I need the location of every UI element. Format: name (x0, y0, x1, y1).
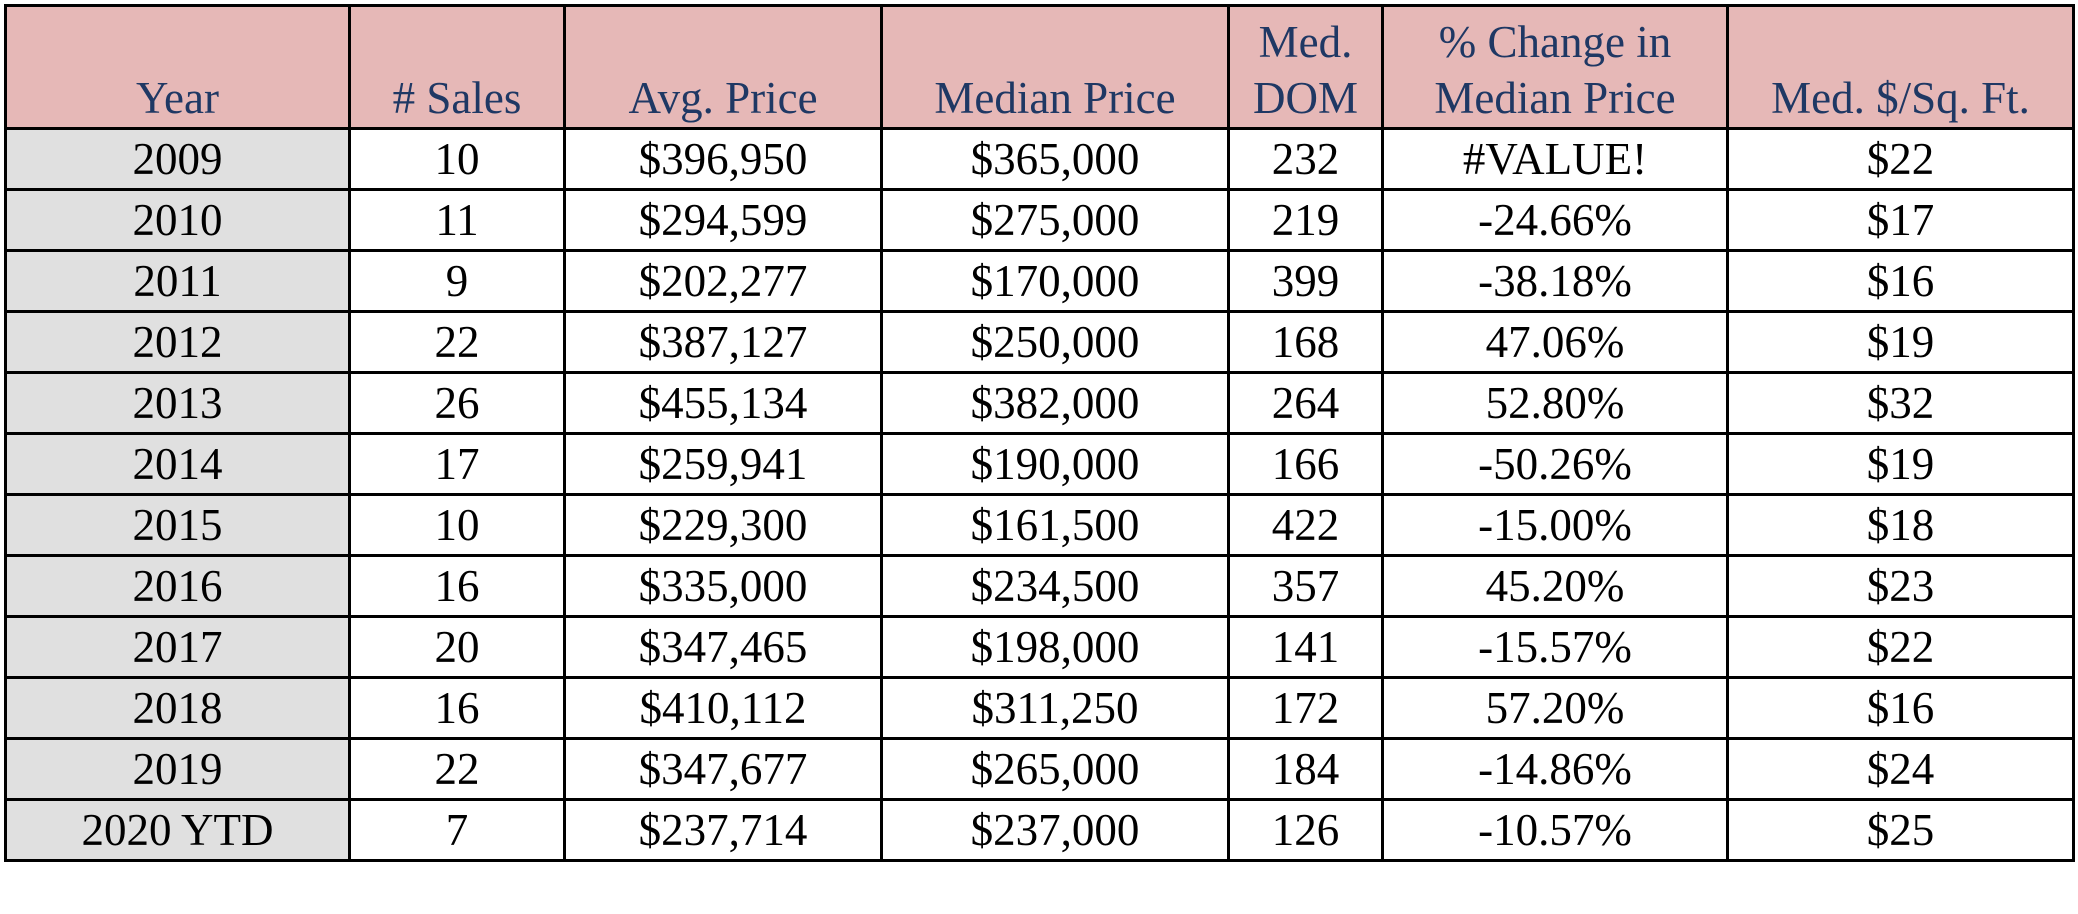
sales-count-cell: 20 (350, 617, 565, 678)
table-row (6, 190, 2074, 251)
year-cell: 2015 (6, 495, 350, 556)
table-body (6, 6, 2074, 861)
year-cell: 2011 (6, 251, 350, 312)
table-row (6, 373, 2074, 434)
sales-count-cell: 17 (350, 434, 565, 495)
pct-change-median-price-cell: 52.80% (1383, 373, 1728, 434)
median-dom-cell: 172 (1229, 678, 1383, 739)
median-dom-cell: 422 (1229, 495, 1383, 556)
year-cell: 2019 (6, 739, 350, 800)
avg-price-cell: $455,134 (565, 373, 882, 434)
column-header-sales-count: # Sales (350, 69, 565, 129)
column-header-avg-price-line1 (565, 6, 882, 70)
pct-change-median-price-cell: -24.66% (1383, 190, 1728, 251)
avg-price-cell: $335,000 (565, 556, 882, 617)
avg-price-cell: $347,677 (565, 739, 882, 800)
median-dom-cell: 184 (1229, 739, 1383, 800)
column-header-year-line1 (6, 6, 350, 70)
avg-price-cell: $259,941 (565, 434, 882, 495)
median-dom-cell: 264 (1229, 373, 1383, 434)
sales-count-cell: 11 (350, 190, 565, 251)
median-price-per-sqft-cell: $19 (1728, 312, 2074, 373)
median-price-cell: $250,000 (882, 312, 1229, 373)
year-cell: 2016 (6, 556, 350, 617)
column-header-median-dom: DOM (1229, 69, 1383, 129)
table-row (6, 617, 2074, 678)
sales-count-cell: 26 (350, 373, 565, 434)
median-price-per-sqft-cell: $17 (1728, 190, 2074, 251)
median-dom-cell: 141 (1229, 617, 1383, 678)
year-cell: 2014 (6, 434, 350, 495)
pct-change-median-price-cell: -10.57% (1383, 800, 1728, 861)
column-header-avg-price: Avg. Price (565, 69, 882, 129)
table-row (6, 312, 2074, 373)
column-header-median-price-line1 (882, 6, 1229, 70)
median-dom-cell: 357 (1229, 556, 1383, 617)
avg-price-cell: $294,599 (565, 190, 882, 251)
median-price-cell: $234,500 (882, 556, 1229, 617)
median-price-per-sqft-cell: $22 (1728, 129, 2074, 190)
pct-change-median-price-cell: -38.18% (1383, 251, 1728, 312)
year-cell: 2010 (6, 190, 350, 251)
median-price-cell: $365,000 (882, 129, 1229, 190)
median-price-cell: $311,250 (882, 678, 1229, 739)
pct-change-median-price-cell: 57.20% (1383, 678, 1728, 739)
table-row (6, 556, 2074, 617)
sales-statistics-table (4, 4, 2075, 862)
median-price-cell: $161,500 (882, 495, 1229, 556)
avg-price-cell: $410,112 (565, 678, 882, 739)
median-price-cell: $198,000 (882, 617, 1229, 678)
sales-count-cell: 7 (350, 800, 565, 861)
median-price-per-sqft-cell: $19 (1728, 434, 2074, 495)
median-price-per-sqft-cell: $25 (1728, 800, 2074, 861)
column-header-median-price-per-sqft-line1 (1728, 6, 2074, 70)
column-header-median-dom-line1: Med. (1229, 6, 1383, 70)
median-price-per-sqft-cell: $23 (1728, 556, 2074, 617)
sales-count-cell: 10 (350, 129, 565, 190)
header-row-bottom (6, 69, 2074, 129)
sales-count-cell: 22 (350, 739, 565, 800)
pct-change-median-price-cell: -14.86% (1383, 739, 1728, 800)
column-header-sales-count-line1 (350, 6, 565, 70)
column-header-year: Year (6, 69, 350, 129)
table-row (6, 739, 2074, 800)
median-price-per-sqft-cell: $16 (1728, 251, 2074, 312)
median-price-per-sqft-cell: $18 (1728, 495, 2074, 556)
pct-change-median-price-cell: -50.26% (1383, 434, 1728, 495)
pct-change-median-price-cell: -15.00% (1383, 495, 1728, 556)
column-header-median-price: Median Price (882, 69, 1229, 129)
pct-change-median-price-cell: -15.57% (1383, 617, 1728, 678)
median-price-cell: $237,000 (882, 800, 1229, 861)
year-cell: 2009 (6, 129, 350, 190)
median-dom-cell: 166 (1229, 434, 1383, 495)
median-price-per-sqft-cell: $16 (1728, 678, 2074, 739)
median-dom-cell: 232 (1229, 129, 1383, 190)
median-price-per-sqft-cell: $24 (1728, 739, 2074, 800)
pct-change-median-price-cell: 45.20% (1383, 556, 1728, 617)
column-header-median-price-per-sqft: Med. $/Sq. Ft. (1728, 69, 2074, 129)
table-row (6, 678, 2074, 739)
table-row (6, 434, 2074, 495)
pct-change-median-price-cell: #VALUE! (1383, 129, 1728, 190)
avg-price-cell: $347,465 (565, 617, 882, 678)
median-dom-cell: 219 (1229, 190, 1383, 251)
median-dom-cell: 126 (1229, 800, 1383, 861)
avg-price-cell: $396,950 (565, 129, 882, 190)
sales-count-cell: 16 (350, 556, 565, 617)
year-cell: 2012 (6, 312, 350, 373)
avg-price-cell: $229,300 (565, 495, 882, 556)
median-price-per-sqft-cell: $22 (1728, 617, 2074, 678)
sales-count-cell: 10 (350, 495, 565, 556)
year-cell: 2013 (6, 373, 350, 434)
median-price-cell: $382,000 (882, 373, 1229, 434)
table-row (6, 495, 2074, 556)
avg-price-cell: $202,277 (565, 251, 882, 312)
median-price-cell: $190,000 (882, 434, 1229, 495)
sales-count-cell: 16 (350, 678, 565, 739)
sales-count-cell: 9 (350, 251, 565, 312)
sales-count-cell: 22 (350, 312, 565, 373)
median-price-cell: $275,000 (882, 190, 1229, 251)
median-price-per-sqft-cell: $32 (1728, 373, 2074, 434)
year-cell: 2018 (6, 678, 350, 739)
median-price-cell: $170,000 (882, 251, 1229, 312)
median-dom-cell: 399 (1229, 251, 1383, 312)
table-row (6, 251, 2074, 312)
median-price-cell: $265,000 (882, 739, 1229, 800)
year-cell: 2020 YTD (6, 800, 350, 861)
table-row (6, 800, 2074, 861)
column-header-pct-change-median-price-line1: % Change in (1383, 6, 1728, 70)
year-cell: 2017 (6, 617, 350, 678)
header-row-top (6, 6, 2074, 70)
table-row (6, 129, 2074, 190)
avg-price-cell: $237,714 (565, 800, 882, 861)
avg-price-cell: $387,127 (565, 312, 882, 373)
column-header-pct-change-median-price: Median Price (1383, 69, 1728, 129)
median-dom-cell: 168 (1229, 312, 1383, 373)
pct-change-median-price-cell: 47.06% (1383, 312, 1728, 373)
